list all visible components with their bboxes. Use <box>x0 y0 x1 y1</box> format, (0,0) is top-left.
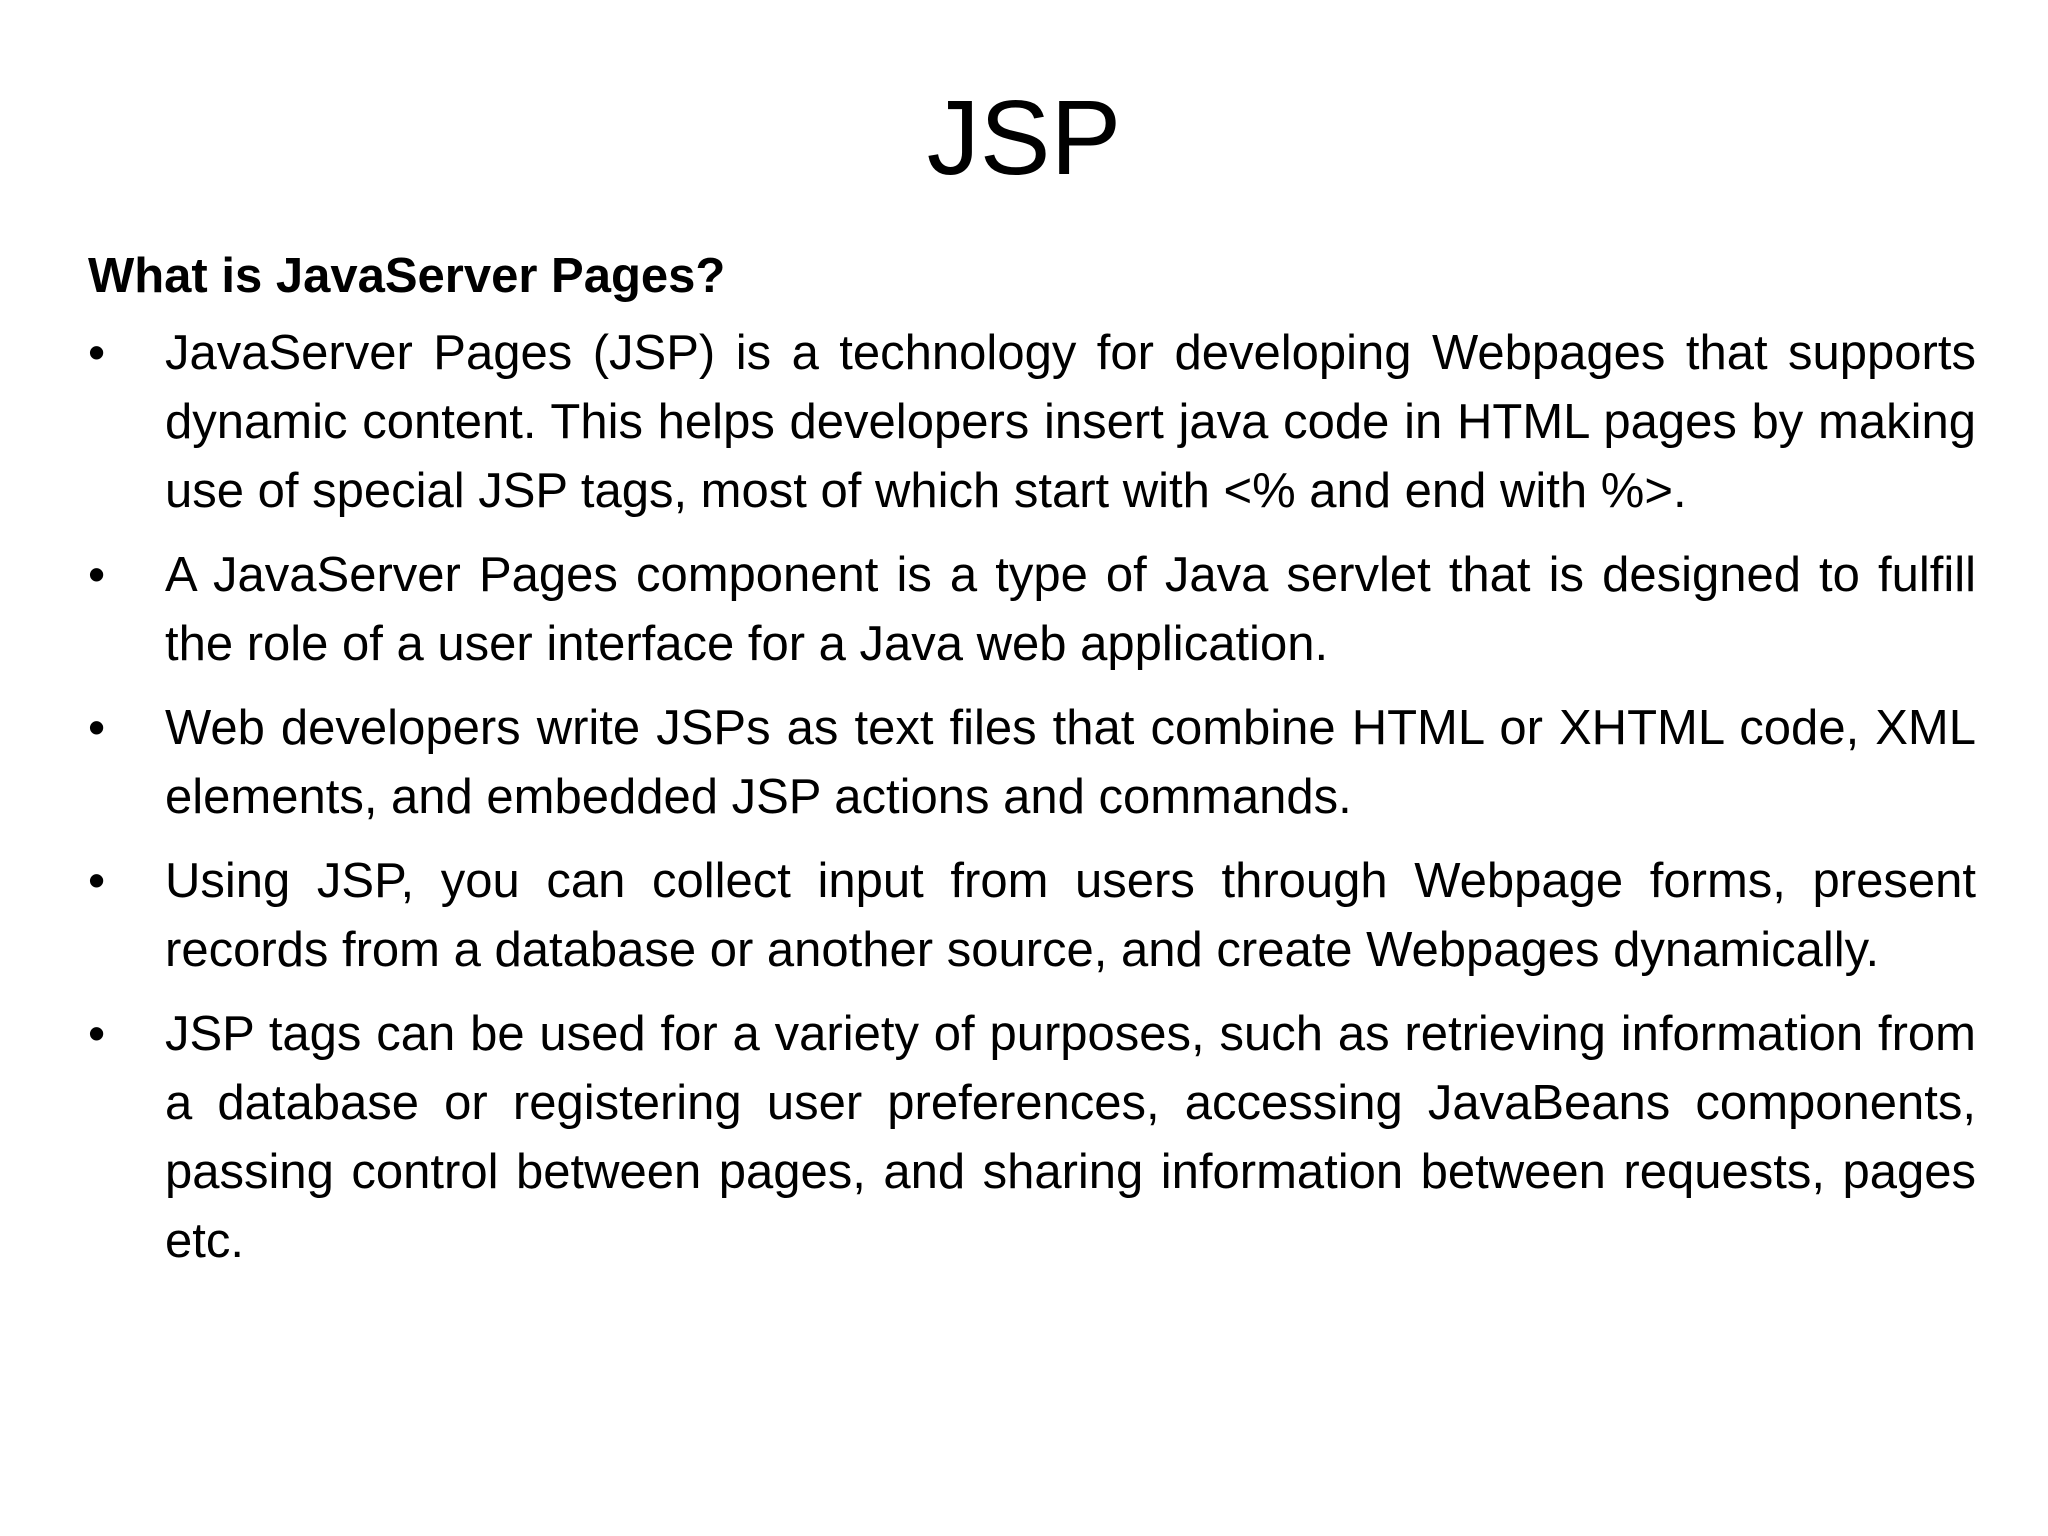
bullet-icon: • <box>88 854 106 908</box>
bullet-text: A JavaServer Pages component is a type of Java servlet that is designed to fulfill the role of a user interface for a Java web application. <box>165 548 1976 671</box>
bullet-item <box>88 541 1976 679</box>
bullet-icon: • <box>88 1007 106 1061</box>
bullet-text: Using JSP, you can collect input from users through Webpage forms, present records from a database or another source, and create Webpages dynamically. <box>165 854 1976 977</box>
bullet-icon: • <box>88 548 106 602</box>
bullet-text: JavaServer Pages (JSP) is a technology for developing Webpages that supports dynamic content. This helps developers insert java code in HTML pages by making use of special JSP tags, most of which start with <% and end with %>. <box>165 326 1976 518</box>
bullet-item <box>88 694 1976 832</box>
bullet-icon: • <box>88 701 106 755</box>
bullet-text: Web developers write JSPs as text files that combine HTML or XHTML code, XML elements, and embedded JSP actions and commands. <box>165 701 1976 824</box>
bullet-text: JSP tags can be used for a variety of purposes, such as retrieving information from a database or registering user preferences, accessing JavaBeans components, passing control between pages, and sharing information between requests, pages etc. <box>165 1007 1976 1268</box>
slide-content <box>88 245 1976 1291</box>
section-heading: What is JavaServer Pages? <box>88 249 726 303</box>
bullet-item <box>88 319 1976 526</box>
bullet-icon: • <box>88 326 106 380</box>
bullet-list <box>88 319 1976 1276</box>
bullet-item <box>88 1000 1976 1276</box>
bullet-item <box>88 847 1976 985</box>
slide-title: JSP <box>926 79 1122 197</box>
